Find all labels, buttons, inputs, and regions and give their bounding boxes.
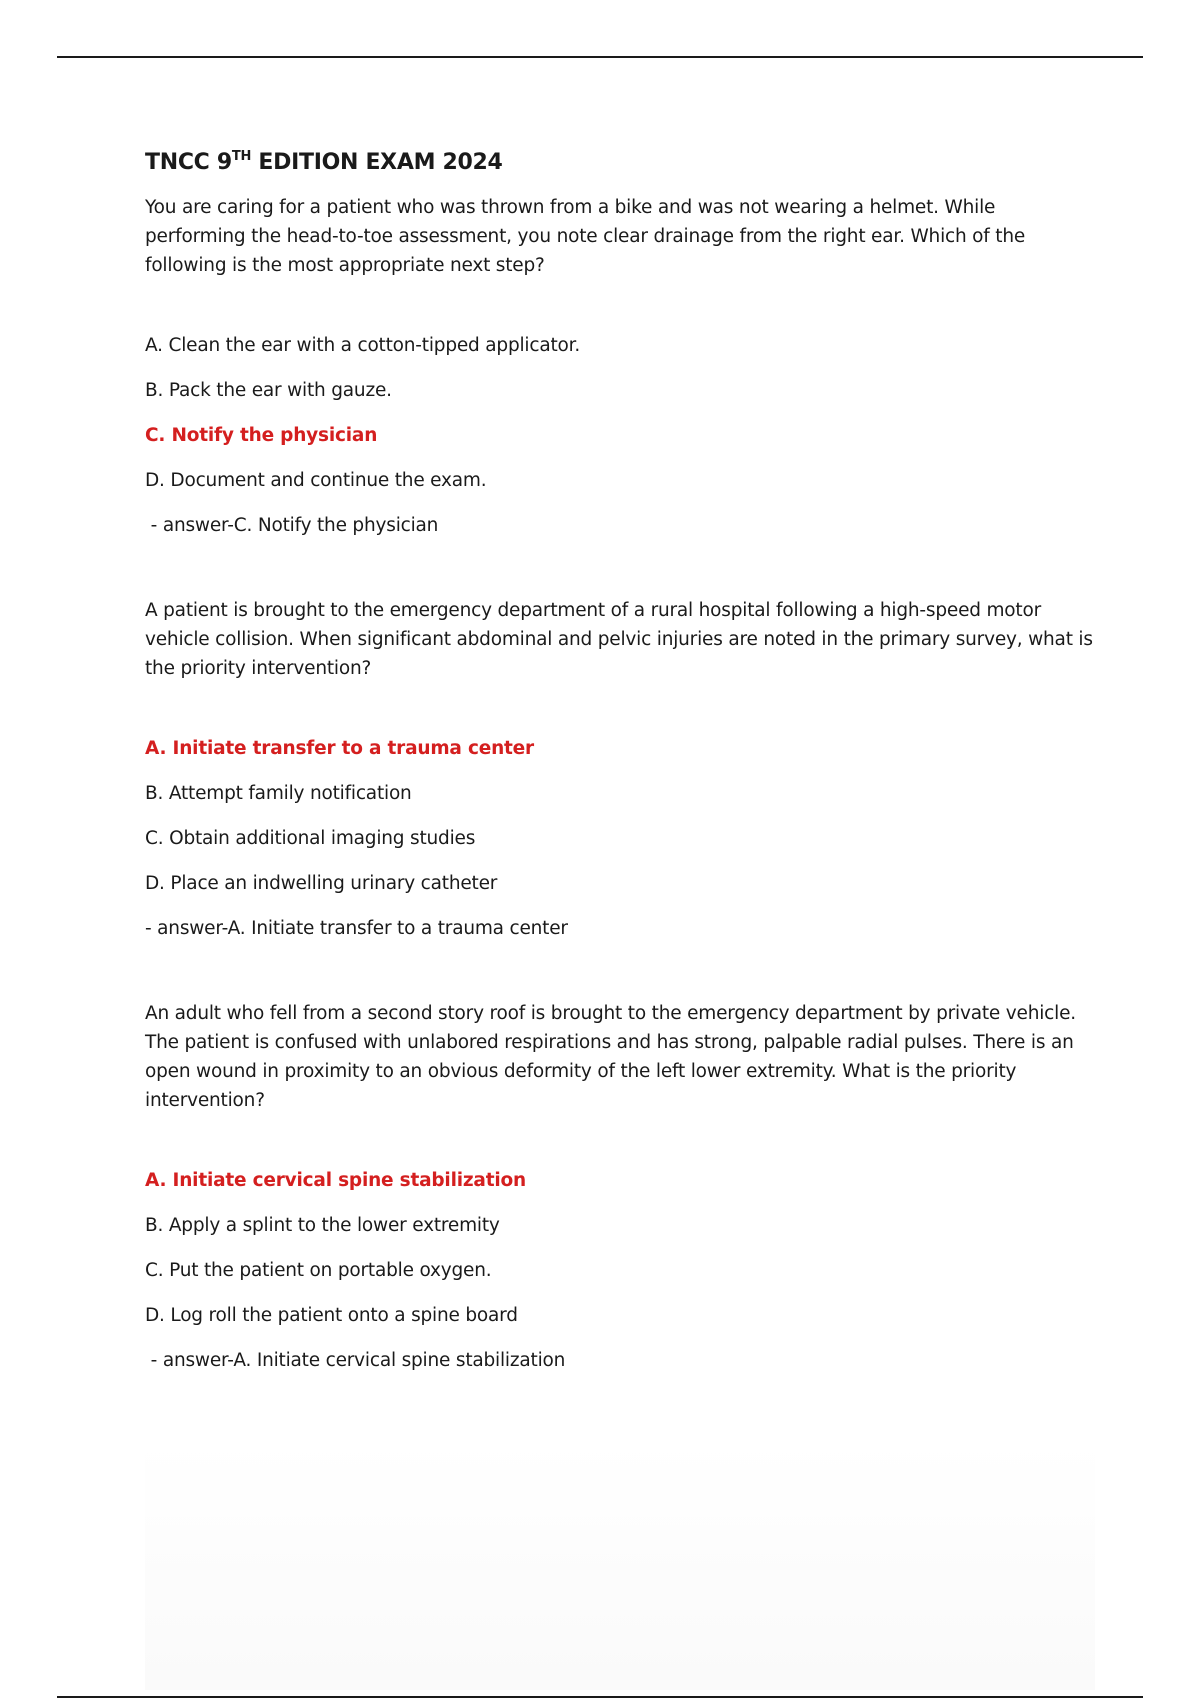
title-suffix: EDITION EXAM 2024 (251, 150, 503, 175)
option-b: B. Apply a splint to the lower extremity (145, 1215, 500, 1236)
question-prompt: A patient is brought to the emergency department of a rural hospital following a high-speed motor vehicle collision. When significant abdominal and pelvic injuries are noted in the primary survey, what is the priority intervention? (145, 600, 1093, 679)
title-superscript: TH (231, 149, 252, 164)
title-prefix: TNCC 9 (145, 150, 232, 175)
answer-line: - answer-A. Initiate cervical spine stabilization (145, 1350, 566, 1371)
question-block-3 (145, 999, 1095, 1373)
document-content (145, 140, 1095, 1431)
option-b: B. Attempt family notification (145, 783, 412, 804)
options-list (145, 737, 1095, 896)
options-list (145, 1169, 1095, 1328)
question-block-2 (145, 596, 1095, 941)
bottom-rule (57, 1696, 1143, 1698)
answer-line: - answer-C. Notify the physician (145, 515, 439, 536)
option-d: D. Document and continue the exam. (145, 470, 487, 491)
option-c: C. Obtain additional imaging studies (145, 828, 476, 849)
option-b: B. Pack the ear with gauze. (145, 380, 392, 401)
question-prompt: An adult who fell from a second story roof is brought to the emergency department by private vehicle. The patient is confused with unlabored respirations and has strong, palpable radial pulses. There is an open wound in proximity to an obvious deformity of the left lower extremity. What is the priority intervention? (145, 1003, 1076, 1111)
option-c-correct: C. Notify the physician (145, 425, 378, 446)
page-shade (145, 1440, 1095, 1690)
document-title (145, 149, 1095, 177)
question-prompt: You are caring for a patient who was thrown from a bike and was not wearing a helmet. While performing the head-to-toe assessment, you note clear drainage from the right ear. Which of the following is the most appropriate next step? (145, 197, 1026, 276)
top-rule (57, 56, 1143, 58)
question-block-1 (145, 193, 1095, 538)
option-a: A. Clean the ear with a cotton-tipped applicator. (145, 335, 581, 356)
option-c: C. Put the patient on portable oxygen. (145, 1260, 492, 1281)
option-a-correct: A. Initiate transfer to a trauma center (145, 738, 534, 759)
option-d: D. Log roll the patient onto a spine board (145, 1305, 518, 1326)
options-list (145, 334, 1095, 493)
option-d: D. Place an indwelling urinary catheter (145, 873, 498, 894)
answer-line: - answer-A. Initiate transfer to a trauma center (145, 918, 568, 939)
option-a-correct: A. Initiate cervical spine stabilization (145, 1170, 526, 1191)
